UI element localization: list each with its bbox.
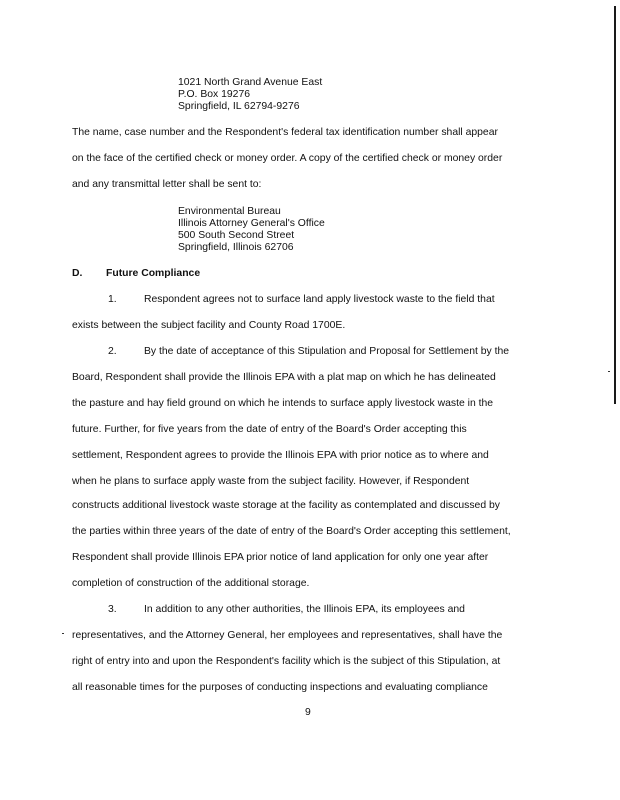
paragraph-line: right of entry into and upon the Respondent's facility which is the subject of this Stipulation, at [72,656,501,667]
address-line: P.O. Box 19276 [178,89,251,100]
paragraph-line: In addition to any other authorities, the Illinois EPA, its employees and [144,604,465,615]
paragraph-line: future. Further, for five years from the date of entry of the Board's Order accepting this [72,424,467,435]
address-line: Springfield, IL 62794-9276 [178,101,300,112]
address-line: 1021 North Grand Avenue East [178,77,323,88]
paragraph-line: Respondent shall provide Illinois EPA prior notice of land application for only one year after [72,552,489,563]
paragraph-line: The name, case number and the Respondent's federal tax identification number shall appear [72,127,498,138]
paragraph-line: all reasonable times for the purposes of conducting inspections and evaluating compliance [72,682,488,693]
paragraph-line: Board, Respondent shall provide the Illinois EPA with a plat map on which he has delineated [72,372,496,383]
bureau-address [178,206,325,254]
paragraph-line: settlement, Respondent agrees to provide the Illinois EPA with prior notice as to where and [72,450,489,461]
paragraph-line: the parties within three years of the date of entry of the Board's Order accepting this settlement, [72,526,511,537]
section-heading: Future Compliance [106,268,201,279]
scan-speck [608,371,610,372]
address-line: Illinois Attorney General's Office [178,218,325,229]
item-number: 2. [108,346,117,357]
paragraph-line: representatives, and the Attorney General, her employees and representatives, shall have the [72,630,503,641]
scan-edge-line [614,6,616,404]
paragraph-line: completion of construction of the additional storage. [72,578,310,589]
paragraph-line: constructs additional livestock waste storage at the facility as contemplated and discussed by [72,500,500,511]
item-number: 3. [108,604,117,615]
paragraph-line: Respondent agrees not to surface land apply livestock waste to the field that [144,294,495,305]
address-line: 500 South Second Street [178,230,295,241]
address-line: Environmental Bureau [178,206,281,217]
scan-speck [62,633,64,634]
remittance-address [178,77,322,113]
paragraph-line: By the date of acceptance of this Stipulation and Proposal for Settlement by the [144,346,510,357]
paragraph-line: exists between the subject facility and County Road 1700E. [72,320,346,331]
address-line: Springfield, Illinois 62706 [178,242,294,253]
paragraph-line: when he plans to surface apply waste from the subject facility. However, if Respondent [72,476,470,487]
item-number: 1. [108,294,117,305]
paragraph-line: on the face of the certified check or money order. A copy of the certified check or money order [72,153,503,164]
page-number: 9 [305,707,311,718]
paragraph-line: and any transmittal letter shall be sent to: [72,179,262,190]
paragraph-line: the pasture and hay field ground on which he intends to surface apply livestock waste in the [72,398,494,409]
section-letter: D. [72,268,83,279]
